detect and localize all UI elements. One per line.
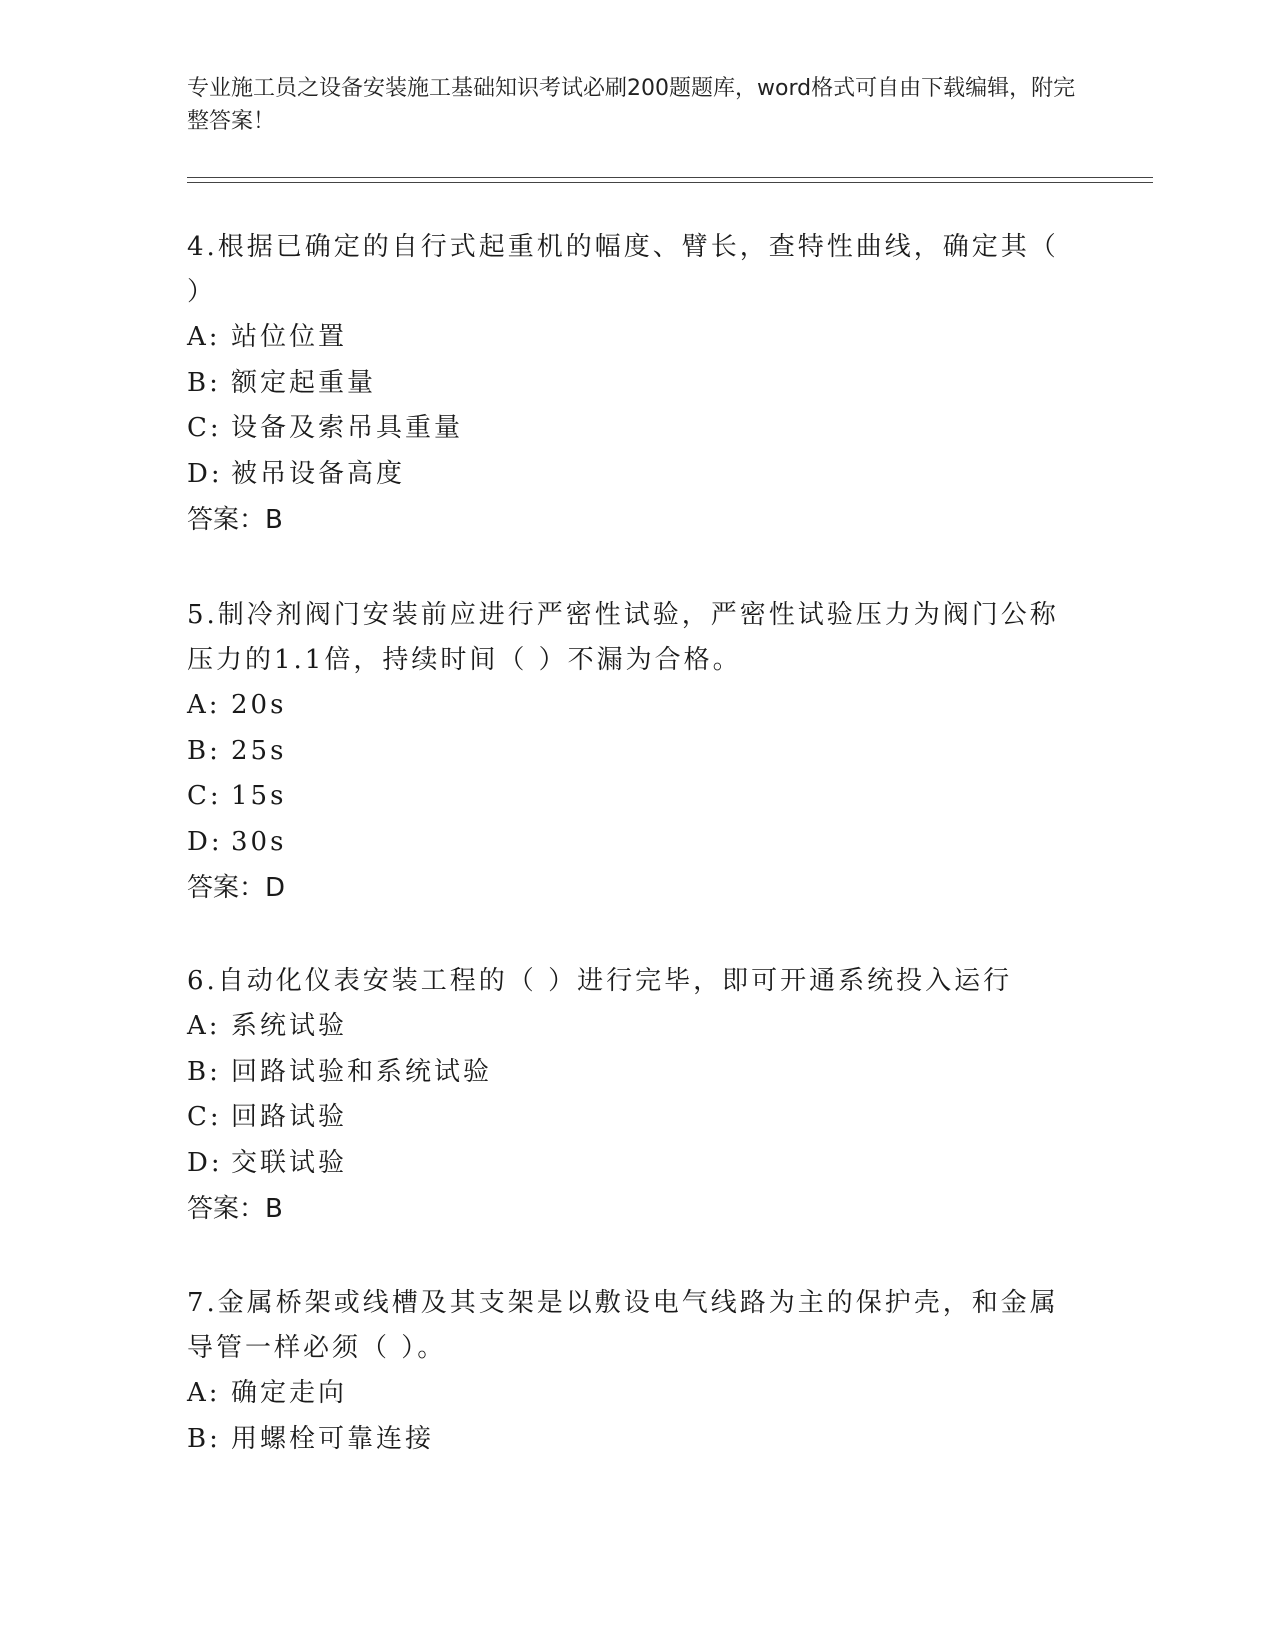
- option-c: [187, 1095, 1067, 1141]
- option-b: [187, 1050, 1067, 1096]
- option-text: 30s: [231, 826, 287, 857]
- option-a: [187, 1371, 1067, 1417]
- option-key: A:: [187, 690, 221, 720]
- option-key: C:: [187, 413, 222, 443]
- option-key: B:: [187, 735, 221, 766]
- option-key: B:: [187, 1056, 221, 1087]
- option-key: B:: [187, 367, 221, 398]
- option-d: [187, 452, 1067, 498]
- answer: 答案：B: [187, 505, 283, 535]
- question-text: 4.根据已确定的自行式起重机的幅度、臂长，查特性曲线，确定其（ ）: [187, 232, 1059, 307]
- option-key: A:: [187, 1011, 221, 1041]
- option-c: [187, 406, 1067, 452]
- option-key: C:: [187, 781, 222, 811]
- option-text: 交联试验: [231, 1147, 348, 1178]
- option-text: 15s: [231, 781, 287, 811]
- option-a: [187, 1004, 1067, 1050]
- option-key: C:: [187, 1102, 222, 1132]
- option-key: D:: [187, 826, 223, 857]
- option-c: [187, 774, 1067, 820]
- question-4: [187, 225, 1067, 543]
- option-text: 回路试验: [231, 1102, 348, 1132]
- option-text: 系统试验: [231, 1011, 348, 1041]
- option-text: 设备及索吊具重量: [231, 413, 464, 443]
- option-b: [187, 1417, 1067, 1463]
- option-text: 用螺栓可靠连接: [231, 1423, 435, 1454]
- option-a: [187, 683, 1067, 729]
- option-b: [187, 729, 1067, 775]
- question-text: 7.金属桥架或线槽及其支架是以敷设电气线路为主的保护壳，和金属导管一样必须（ ）。: [187, 1288, 1059, 1363]
- question-text: 6.自动化仪表安装工程的（ ）进行完毕，即可开通系统投入运行: [187, 966, 1013, 996]
- question-7: [187, 1281, 1067, 1462]
- option-text: 确定走向: [231, 1378, 348, 1408]
- header-divider-bottom: [187, 182, 1153, 183]
- option-text: 被吊设备高度: [231, 458, 406, 489]
- option-key: D:: [187, 1147, 223, 1178]
- option-d: [187, 820, 1067, 866]
- option-key: A:: [187, 1378, 221, 1408]
- option-text: 回路试验和系统试验: [231, 1056, 493, 1087]
- header-divider-top: [187, 177, 1153, 178]
- answer: 答案：D: [187, 873, 286, 903]
- option-text: 25s: [231, 735, 287, 766]
- question-text: 5.制冷剂阀门安装前应进行严密性试验，严密性试验压力为阀门公称压力的1.1倍，持续时间（ ）不漏为合格。: [187, 600, 1059, 675]
- option-b: [187, 361, 1067, 407]
- document-header: 专业施工员之设备安装施工基础知识考试必刷200题题库，word格式可自由下载编辑，附完整答案！: [187, 76, 1076, 134]
- option-key: B:: [187, 1423, 221, 1454]
- option-text: 站位位置: [231, 322, 348, 352]
- option-key: A:: [187, 322, 221, 352]
- question-6: [187, 959, 1067, 1232]
- option-a: [187, 315, 1067, 361]
- answer: 答案：B: [187, 1194, 283, 1224]
- option-text: 20s: [231, 690, 287, 720]
- option-key: D:: [187, 458, 223, 489]
- question-5: [187, 593, 1067, 911]
- option-d: [187, 1141, 1067, 1187]
- option-text: 额定起重量: [231, 367, 377, 398]
